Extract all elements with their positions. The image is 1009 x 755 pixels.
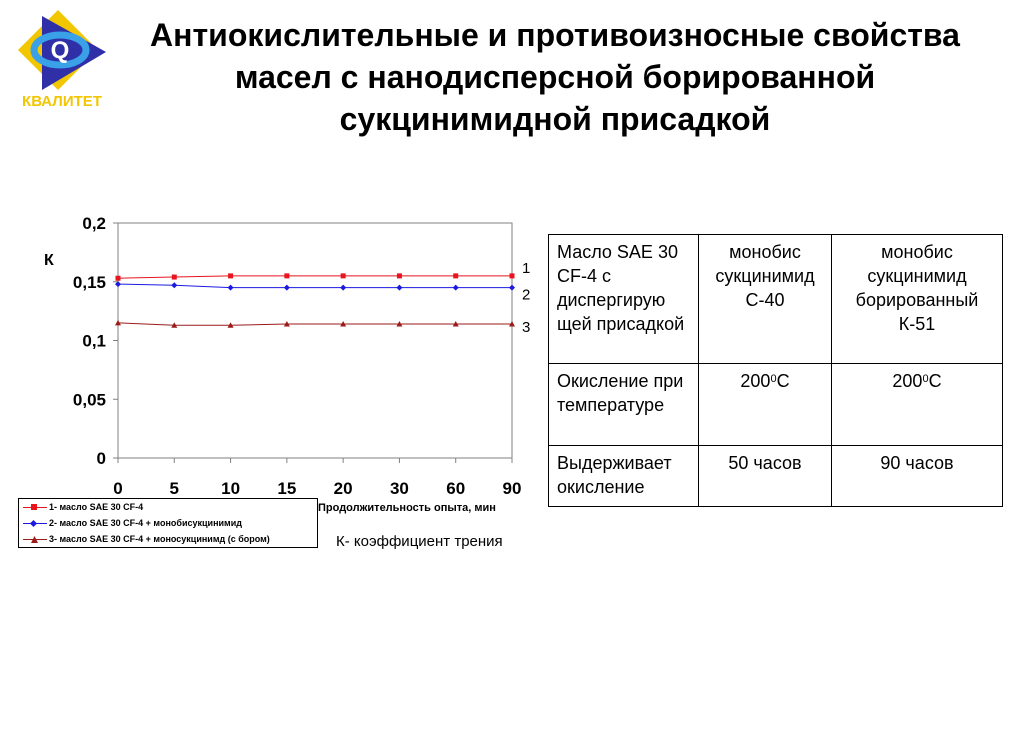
header-k51-cell: монобис сукцинимид борированный К-51 bbox=[832, 235, 1003, 364]
logo-letter: Q bbox=[50, 37, 70, 64]
data-point-diamond bbox=[228, 285, 234, 291]
chart-legend bbox=[18, 498, 318, 548]
legend-item-2 bbox=[19, 516, 317, 531]
x-tick-label: 0 bbox=[113, 479, 123, 498]
data-point-diamond bbox=[396, 285, 402, 291]
legend-label-2: 2- масло SAE 30 CF-4 + монобисукцинимид bbox=[49, 518, 242, 528]
header-oil-cell: Масло SAE 30 CF-4 с диспергирую щей присадкой bbox=[549, 235, 699, 364]
data-point-square bbox=[341, 273, 346, 278]
data-point-diamond bbox=[284, 285, 290, 291]
legend-triangle-marker bbox=[31, 536, 38, 543]
series-end-labels bbox=[522, 260, 530, 336]
x-axis-label: Продолжительность опыта, мин bbox=[318, 502, 496, 514]
series-group bbox=[115, 273, 515, 327]
degree-sup: 0 bbox=[922, 373, 929, 385]
y-tick-label: 0,1 bbox=[82, 331, 106, 351]
legend-square-marker bbox=[31, 504, 37, 510]
legend-label-1: 1- масло SAE 30 CF-4 bbox=[49, 502, 144, 512]
y-axis-label: К bbox=[44, 252, 54, 269]
row-label-oxidation: Окисление при температуре bbox=[549, 364, 699, 446]
y-tick-label: 0,15 bbox=[72, 272, 106, 292]
table-row bbox=[549, 446, 1003, 507]
data-point-square bbox=[510, 273, 515, 278]
legend-item-1 bbox=[19, 500, 317, 515]
kvalitet-logo bbox=[14, 6, 110, 110]
data-point-square bbox=[453, 273, 458, 278]
data-point-diamond bbox=[509, 285, 515, 291]
series-end-label-1: 1 bbox=[522, 259, 531, 277]
endurance-c40: 50 часов bbox=[699, 446, 832, 507]
oxidation-temp-k51 bbox=[832, 364, 1003, 446]
legend-label-3: 3- масло SAE 30 CF-4 + моносукцинимд (с бором) bbox=[49, 534, 270, 544]
x-tick-label: 60 bbox=[446, 479, 466, 498]
friction-note: К- коэффициент трения bbox=[336, 533, 503, 550]
slide-title: Антиокислительные и противоизносные свойства масел с нанодисперсной борированной сукцинимидной присадкой bbox=[150, 17, 960, 137]
friction-chart bbox=[0, 205, 540, 505]
y-tick-label: 0,2 bbox=[82, 214, 106, 233]
y-tick-labels bbox=[73, 214, 106, 468]
oxidation-temp-c40 bbox=[699, 364, 832, 446]
legend-item-3 bbox=[19, 532, 317, 547]
row-label-endurance: Выдерживает окисление bbox=[549, 446, 699, 507]
data-point-square bbox=[228, 273, 233, 278]
data-point-square bbox=[172, 275, 177, 280]
series-end-label-3: 3 bbox=[522, 319, 531, 337]
y-tick-label: 0,05 bbox=[72, 390, 106, 410]
x-tick-label: 90 bbox=[502, 479, 522, 498]
x-tick-label: 15 bbox=[277, 479, 297, 498]
data-point-square bbox=[397, 273, 402, 278]
data-point-diamond bbox=[171, 282, 177, 288]
oxidation-temp-c40-value: 200 bbox=[740, 371, 771, 391]
table-header-row bbox=[549, 235, 1003, 364]
series-line-1 bbox=[118, 276, 512, 278]
x-tick-labels bbox=[113, 479, 521, 498]
oxidation-temp-k51-unit: С bbox=[928, 371, 942, 391]
x-tick-label: 20 bbox=[333, 479, 353, 498]
series-line-3 bbox=[118, 323, 512, 325]
x-tick-label: 30 bbox=[389, 479, 409, 498]
legend-diamond-marker bbox=[30, 520, 37, 527]
axis-ticks bbox=[113, 223, 512, 463]
properties-table bbox=[548, 234, 1003, 507]
data-point-square bbox=[284, 273, 289, 278]
oxidation-temp-k51-value: 200 bbox=[892, 371, 923, 391]
table-row bbox=[549, 364, 1003, 446]
plot-area bbox=[118, 223, 512, 458]
series-line-2 bbox=[118, 284, 512, 288]
data-point-diamond bbox=[453, 285, 459, 291]
y-tick-label: 0 bbox=[96, 449, 106, 468]
data-point-diamond bbox=[340, 285, 346, 291]
endurance-k51: 90 часов bbox=[832, 446, 1003, 507]
x-tick-label: 10 bbox=[221, 479, 241, 498]
data-point-square bbox=[116, 276, 121, 281]
header-c40-cell: монобис сукцинимид С-40 bbox=[699, 235, 832, 364]
logo-text: КВАЛИТЕТ bbox=[22, 93, 102, 110]
x-tick-label: 5 bbox=[169, 479, 180, 498]
degree-sup: 0 bbox=[770, 373, 777, 385]
series-end-label-2: 2 bbox=[522, 286, 531, 304]
oxidation-temp-c40-unit: С bbox=[776, 371, 790, 391]
